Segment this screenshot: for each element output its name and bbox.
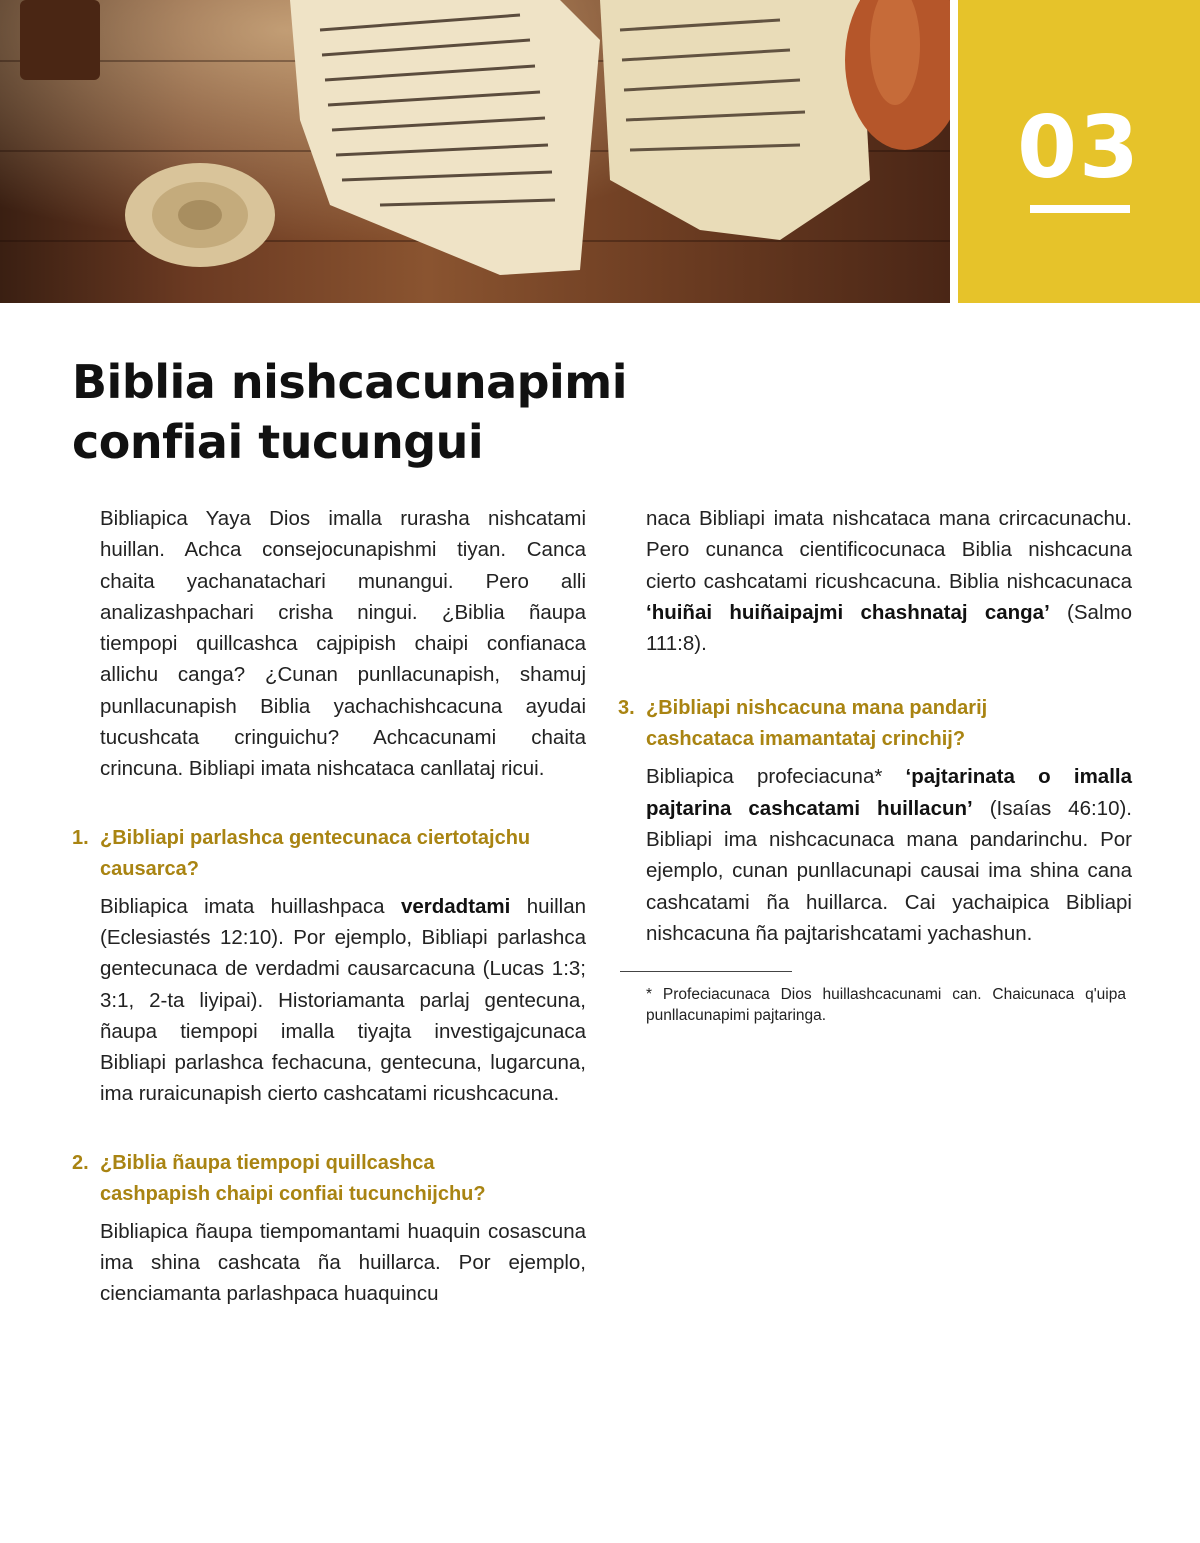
question-2-number: 2. bbox=[72, 1151, 89, 1174]
header-photo bbox=[0, 0, 950, 303]
question-1-heading bbox=[72, 823, 586, 885]
answer-1-text-end: huillan (Eclesiastés 12:10). Por ejemplo, Bibliapi parlashca gentecunaca de verdadmi causarcacuna (Lucas 1:3; 3:1, 2‑ta liyipai). Historiamanta parlaj gentecuna, ñaupa tiempopi imalla tiyajta investigajcunaca Bibliapi parlashca fechacuna, gentecuna, lugarcuna, ima ruraicunapish cierto cashcatami ricushcacuna. bbox=[100, 894, 586, 1106]
question-3-number: 3. bbox=[618, 697, 635, 720]
footnote-divider bbox=[620, 971, 792, 972]
right-column bbox=[618, 503, 1133, 1026]
question-1-line-2: causarca? bbox=[100, 857, 199, 880]
question-1-number: 1. bbox=[72, 826, 89, 849]
scroll-illustration bbox=[0, 0, 950, 303]
question-3-line-1: ¿Bibliapi nishcacuna mana pandarij bbox=[646, 697, 988, 720]
answer-1-text: Bibliapica imata huillashpaca bbox=[100, 894, 401, 918]
answer-2-bold: ‘huiñai huiñaipajmi chashnataj canga’ bbox=[646, 600, 1050, 624]
answer-3-bold: ‘pajtarinata o imalla pajtarina cashcatami huillacun’ bbox=[646, 765, 1132, 820]
chapter-number: 03 bbox=[1017, 98, 1141, 198]
question-1-line-1: ¿Bibliapi parlashca gentecunaca ciertotajchu bbox=[100, 826, 531, 849]
footnote: * Profeciacunaca Dios huillashcacunami can. Chaicunaca q'uipa punllacunapimi pajtaringa. bbox=[646, 986, 1126, 1025]
title-line-2: confiai tucungui bbox=[72, 415, 484, 469]
answer-1-bold: verdadtami bbox=[400, 894, 511, 918]
question-2-line-1: ¿Biblia ñaupa tiempopi quillcashca bbox=[100, 1151, 435, 1174]
page-title bbox=[72, 352, 672, 472]
answer-2-text-end: (Salmo 111:8). bbox=[646, 600, 1132, 656]
question-2-heading bbox=[72, 1148, 586, 1210]
chapter-marker bbox=[958, 0, 1200, 303]
answer-3-text-end: (Isaías 46:10). Bibliapi ima nishcacunaca mana pandarinchu. Por ejemplo, cunan punllacunapi causai ima shina cana cashcatami ña huillarca. Cai yachaipica Bibliapi nishcacuna ña pajtarishcatami yachashun. bbox=[646, 796, 1133, 945]
answer-2-paragraph-start: Bibliapica ñaupa tiempomantami huaquin cosascuna ima shina cashcata ña huillarca. Por ejemplo, cienciamanta parlashpaca huaquincu bbox=[100, 1219, 586, 1306]
answer-3-text: Bibliapica profeciacuna* bbox=[646, 765, 906, 789]
intro-paragraph: Bibliapica Yaya Dios imalla rurasha nishcatami huillan. Achca consejocunapishmi tiyan. Canca chaita yachanatachari munangui. Pero alli analizashpachari crisha ningui. ¿Biblia ñaupa tiempopi quillcashca cajpipish chaipi confianaca allichu canga? ¿Cunan punllacunapish, shamuj punllacunapish Biblia yachachishcacuna ayudai tucushcata cringuichu? Achcacunami chaita crincuna. Bibliapi imata nishcataca canllataj ricui. bbox=[100, 507, 586, 781]
question-3-heading bbox=[618, 693, 1132, 755]
answer-2-text: naca Bibliapi imata nishcataca mana crircacunachu. Pero cunanca cientificocunaca Biblia nishcacuna cierto cashcatami ricushcacuna. Biblia nishcacunaca bbox=[646, 507, 1132, 593]
left-column bbox=[72, 503, 586, 1310]
question-3-line-2: cashcataca imamantataj crinchij? bbox=[646, 728, 966, 751]
question-2-line-2: cashpapish chaipi confiai tucunchijchu? bbox=[100, 1182, 486, 1205]
chapter-underline bbox=[1030, 205, 1130, 213]
answer-2-paragraph-continued bbox=[646, 503, 1132, 659]
title-line-1: Biblia nishcacunapimi bbox=[72, 355, 627, 409]
answer-1-paragraph bbox=[100, 891, 586, 1110]
answer-3-paragraph bbox=[646, 761, 1132, 949]
